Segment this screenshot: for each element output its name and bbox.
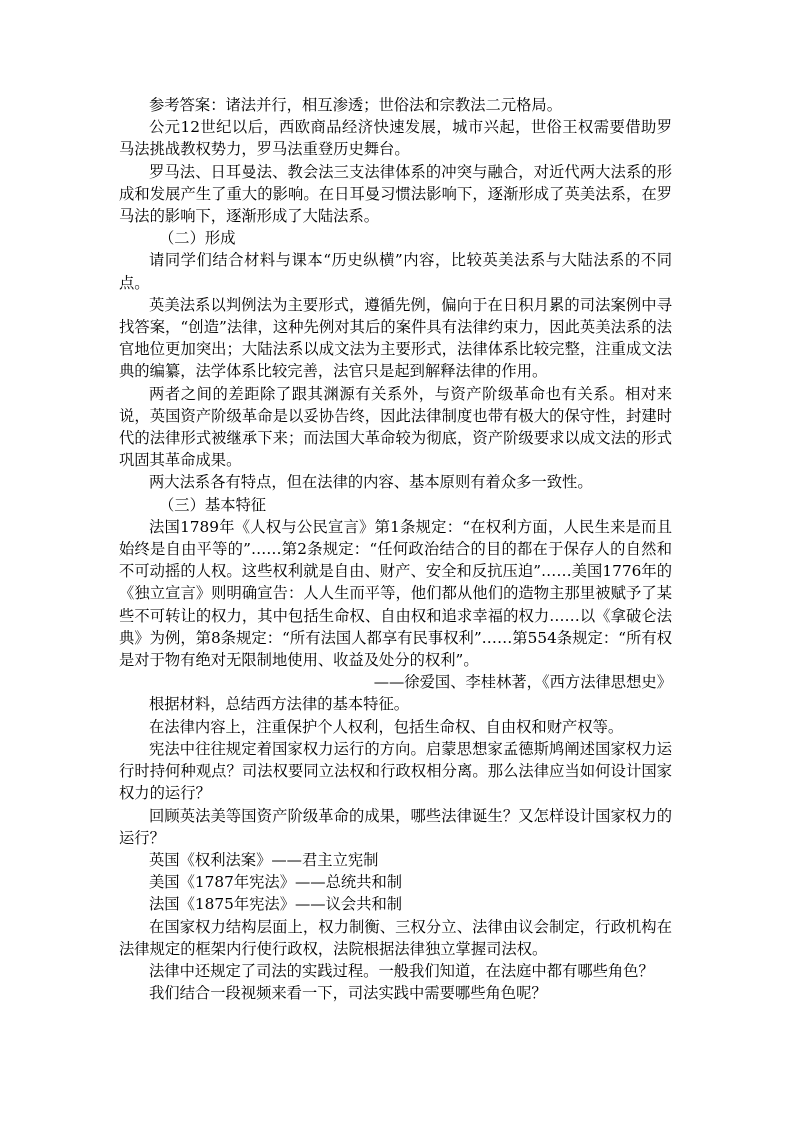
body-paragraph: 公元12世纪以后，西欧商品经济快速发展，城市兴起，世俗王权需要借助罗马法挑战教权势力，罗马法重登历史舞台。 <box>119 118 672 159</box>
section-heading: （二）形成 <box>159 229 236 248</box>
section-heading: （三）基本特征 <box>159 495 267 514</box>
quoted-material: 法国1789年《人权与公民宣言》第1条规定：“在权利方面，人民生来是而且始终是自由平等的”……第2条规定：“任何政治结合的目的都在于保存人的自然和不可动摇的人权。这些权利就是自由、财产、安全和反抗压迫”……美国1776年的《独立宣言》则明确宣告：人人生而平等，他们都从他们的造物主那里被赋予了某些不可转让的权力，其中包括生命权、自由权和追求幸福的权力……以《拿破仑法典》为例，第8条规定：“所有法国人都享有民事权利”……第554条规定：“所有权是对于物有绝对无限制地使用、收益及处分的权利”。 <box>119 517 672 670</box>
question-paragraph: 我们结合一段视频来看一下，司法实践中需要哪些角色呢？ <box>149 984 547 1003</box>
body-paragraph: 英美法系以判例法为主要形式，遵循先例，偏向于在日积月累的司法案例中寻找答案，“创造”法律，这种先例对其后的案件具有法律约束力，因此英美法系的法官地位更加突出；大陆法系以成文法为主要形式，法律体系比较完整，注重成文法典的编纂，法学体系比较完善，法官只是起到解释法律的作用。 <box>119 295 672 381</box>
question-paragraph: 请同学们结合材料与课本“历史纵横”内容，比较英美法系与大陆法系的不同点。 <box>119 251 672 292</box>
list-item: 法国《1875年宪法》——议会共和制 <box>149 895 403 914</box>
list-item: 美国《1787年宪法》——总统共和制 <box>149 873 403 892</box>
body-paragraph: 两者之间的差距除了跟其渊源有关系外，与资产阶级革命也有关系。相对来说，英国资产阶级革命是以妥协告终，因此法律制度也带有极大的保守性，封建时代的法律形式被继承下来；而法国大革命较为彻底，资产阶级要求以成文法的形式巩固其革命成果。 <box>119 384 672 470</box>
question-paragraph: 法律中还规定了司法的实践过程。一般我们知道，在法庭中都有哪些角色？ <box>149 961 654 980</box>
body-paragraph: 在法律内容上，注重保护个人权利，包括生命权、自由权和财产权等。 <box>149 717 624 736</box>
question-paragraph: 根据材料，总结西方法律的基本特征。 <box>149 695 410 714</box>
question-paragraph: 回顾英法美等国资产阶级革命的成果，哪些法律诞生？又怎样设计国家权力的运行？ <box>119 806 672 847</box>
answer-paragraph: 参考答案：诸法并行，相互渗透；世俗法和宗教法二元格局。 <box>149 96 563 114</box>
body-paragraph: 在国家权力结构层面上，权力制衡、三权分立、法律由议会制定，行政机构在法律规定的框架内行使行政权，法院根据法律独立掌握司法权。 <box>119 917 672 958</box>
body-paragraph: 两大法系各有特点，但在法律的内容、基本原则有着众多一致性。 <box>149 473 593 492</box>
body-paragraph: 宪法中往往规定着国家权力运行的方向。启蒙思想家孟德斯鸠阐述国家权力运行时持何种观点？司法权要同立法权和行政权相分离。那么法律应当如何设计国家权力的运行？ <box>119 739 672 803</box>
body-paragraph: 罗马法、日耳曼法、教会法三支法律体系的冲突与融合，对近代两大法系的形成和发展产生了重大的影响。在日耳曼习惯法影响下，逐渐形成了英美法系，在罗马法的影响下，逐渐形成了大陆法系。 <box>119 162 672 226</box>
list-item: 英国《权利法案》——君主立宪制 <box>149 850 379 869</box>
source-citation: ——徐爱国、李桂林著，《西方法律思想史》 <box>373 673 672 692</box>
document-body <box>119 94 672 1004</box>
